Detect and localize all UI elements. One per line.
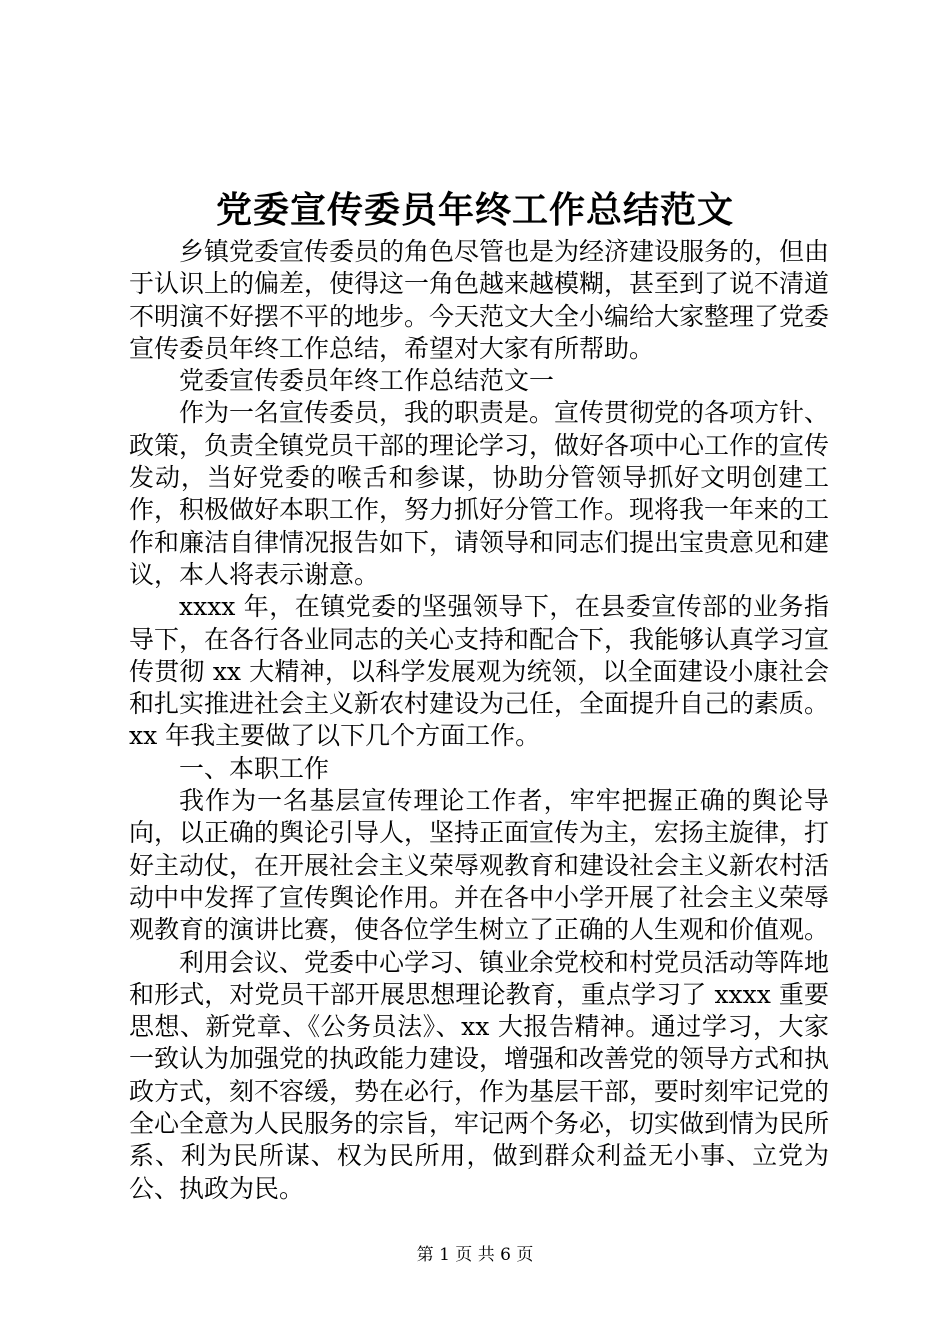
paragraph-section-heading: 党委宣传委员年终工作总结范文一 xyxy=(179,366,555,396)
paragraph-year-summary: xxxx 年，在镇党委的坚强领导下，在县委宣传部的业务指导下，在各行各业同志的关心支持和配合下，我能够认真学习宣传贯彻 xx 大精神，以科学发展观为统领，以全面建设小康社会和扎实推进社会主义新农村建设为己任，全面提升自己的素质。xx 年我主要做了以下几个方面工作。 xyxy=(129,592,830,751)
paragraph-duties: 作为一名宣传委员，我的职责是。宣传贯彻党的各项方针、政策，负责全镇党员干部的理论学习，做好各项中心工作的宣传发动，当好党委的喉舌和参谋，协助分管领导抓好文明创建工作，积极做好本职工作，努力抓好分管工作。现将我一年来的工作和廉洁自律情况报告如下，请领导和同志们提出宝贵意见和建议，本人将表示谢意。 xyxy=(129,398,830,589)
document-body xyxy=(129,236,829,1205)
paragraph-intro: 乡镇党委宣传委员的角色尽管也是为经济建设服务的，但由于认识上的偏差，使得这一角色越来越模糊，甚至到了说不清道不明演不好摆不平的地步。今天范文大全小编给大家整理了党委宣传委员年终工作总结，希望对大家有所帮助。 xyxy=(129,237,830,363)
document-title: 党委宣传委员年终工作总结范文 xyxy=(215,189,734,231)
paragraph-subheading-job: 一、本职工作 xyxy=(179,753,330,783)
paragraph-theory-education: 利用会议、党委中心学习、镇业余党校和村党员活动等阵地和形式，对党员干部开展思想理论教育，重点学习了 xxxx 重要思想、新党章、《公务员法》、xx 大报告精神。通过学习，大家一致认为加强党的执政能力建设，增强和改善党的领导方式和执政方式，刻不容缓，势在必行，作为基层干部，要时刻牢记党的全心全意为人民服务的宗旨，牢记两个务必，切实做到情为民所系、利为民所谋、权为民所用，做到群众利益无小事、立党为公、执政为民。 xyxy=(129,947,830,1203)
page-number-footer: 第 1 页 共 6 页 xyxy=(416,1245,534,1265)
paragraph-propaganda: 我作为一名基层宣传理论工作者，牢牢把握正确的舆论导向，以正确的舆论引导人，坚持正面宣传为主，宏扬主旋律，打好主动仗，在开展社会主义荣辱观教育和建设社会主义新农村活动中中发挥了宣传舆论作用。并在各中小学开展了社会主义荣辱观教育的演讲比赛，使各位学生树立了正确的人生观和价值观。 xyxy=(129,786,830,945)
